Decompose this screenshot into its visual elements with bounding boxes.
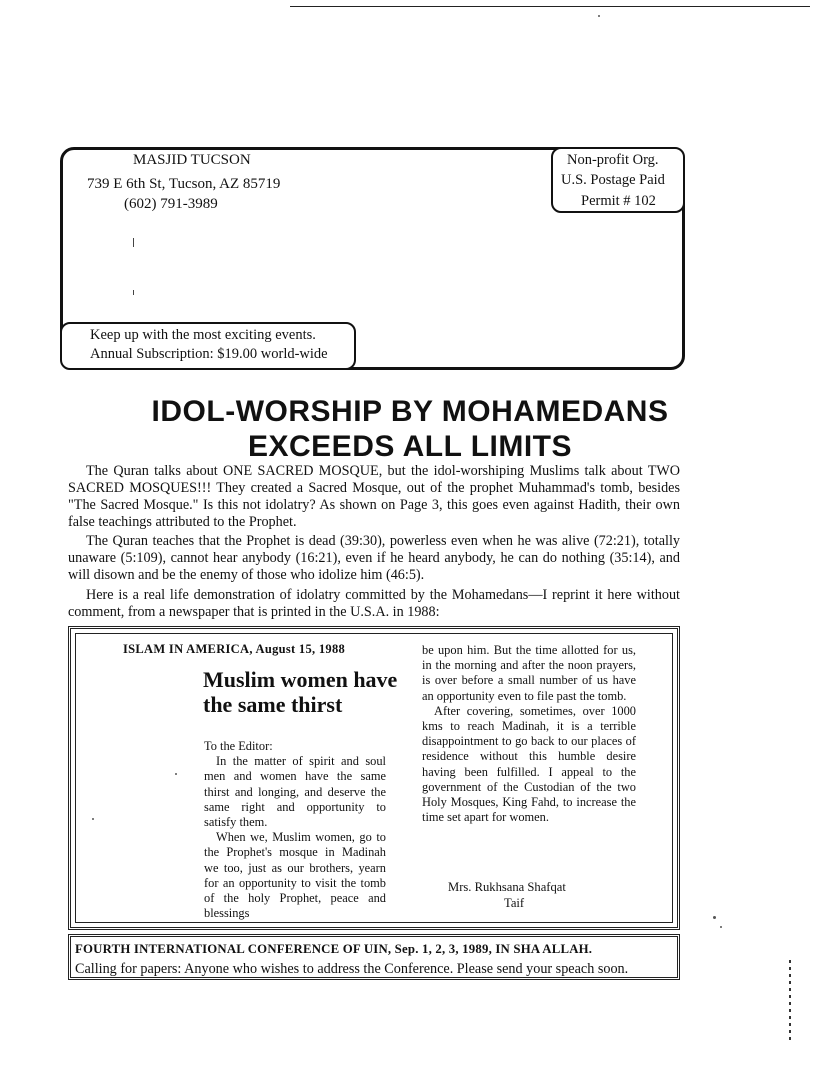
scan-edge-mark	[789, 960, 791, 1040]
clipping-source: ISLAM IN AMERICA, August 15, 1988	[123, 642, 346, 656]
scan-speck	[713, 916, 716, 919]
subscription-line-1: Keep up with the most exciting events.	[90, 327, 316, 343]
headline-line-1: IDOL-WORSHIP BY MOHAMEDANS	[151, 395, 669, 428]
sender-name: MASJID TUCSON	[133, 152, 251, 168]
postage-line-2: U.S. Postage Paid	[561, 172, 665, 188]
postage-line-3: Permit # 102	[581, 193, 656, 209]
label-mark	[133, 238, 134, 247]
conference-notice	[68, 934, 680, 980]
top-rule	[290, 6, 810, 7]
clipping-salutation: To the Editor:	[204, 739, 273, 753]
body-paragraph-1: The Quran talks about ONE SACRED MOSQUE, but the idol-worshiping Muslims talk about TWO SACRED MOSQUES!!! They created a Sacred Mosque, out of the prophet Muhammad's tomb, besides "The Sacred Mosque." Is this not idolatry? As shown on Page 3, this goes even against Hadith, their own false teachings attributed to the Prophet.	[68, 463, 680, 530]
clipping-signature-name: Mrs. Rukhsana Shafqat	[448, 880, 566, 894]
clipping-signature-place: Taif	[504, 896, 525, 910]
subscription-box	[60, 322, 356, 370]
newspaper-clipping	[68, 626, 680, 930]
mailing-label	[60, 147, 685, 370]
clipping-col1-paragraph-2: When we, Muslim women, go to the Prophet's mosque in Madinah we too, just as our brothers, yearn for an opportunity to visit the tomb of the holy Prophet, peace and blessings	[204, 830, 386, 921]
subscription-line-2: Annual Subscription: $19.00 world-wide	[90, 346, 328, 362]
headline-line-2: EXCEEDS ALL LIMITS	[247, 430, 573, 463]
clipping-col1-paragraph-1: In the matter of spirit and soul men and women have the same thirst and longing, and deserve the same right and opportunity to satisfy them.	[204, 754, 386, 830]
scan-speck	[598, 15, 600, 17]
postage-indicia	[551, 147, 685, 213]
clipping-headline: Muslim women have the same thirst	[203, 667, 398, 717]
clipping-col2-paragraph-2: After covering, sometimes, over 1000 kms to reach Madinah, it is a terrible disappointment to go back to our places of residence without this humble desire having been fulfilled. I appeal to the government of the Custodian of the two Holy Mosques, King Fahd, to increase the time set apart for women.	[422, 703, 636, 825]
sender-phone: (602) 791-3989	[124, 196, 218, 212]
scan-speck	[175, 773, 177, 775]
scan-speck	[92, 818, 94, 820]
conference-line-1: FOURTH INTERNATIONAL CONFERENCE OF UIN, Sep. 1, 2, 3, 1989, IN SHA ALLAH.	[75, 942, 593, 956]
clipping-column-1	[204, 739, 386, 921]
body-paragraph-2: The Quran teaches that the Prophet is dead (39:30), powerless even when he was alive (72:21), totally unaware (5:109), cannot hear anybody (16:21), even if he heard anybody, he can do nothing (35:14), and will disown and be the enemy of those who idolize him (46:5).	[68, 533, 680, 583]
clipping-column-2	[422, 643, 636, 825]
label-mark	[133, 290, 134, 295]
postage-line-1: Non-profit Org.	[567, 152, 659, 168]
body-paragraph-3: Here is a real life demonstration of idolatry committed by the Mohamedans—I reprint it here without comment, from a newspaper that is printed in the U.S.A. in 1988:	[68, 587, 680, 620]
scan-speck	[720, 926, 722, 928]
clipping-col2-paragraph-1: be upon him. But the time allotted for us, in the morning and after the noon prayers, is over before a small number of us have an opportunity even to file past the tomb.	[422, 643, 636, 703]
conference-line-2: Calling for papers: Anyone who wishes to address the Conference. Please send your speach soon.	[75, 961, 629, 977]
sender-block	[63, 150, 383, 220]
sender-address: 739 E 6th St, Tucson, AZ 85719	[87, 176, 281, 192]
